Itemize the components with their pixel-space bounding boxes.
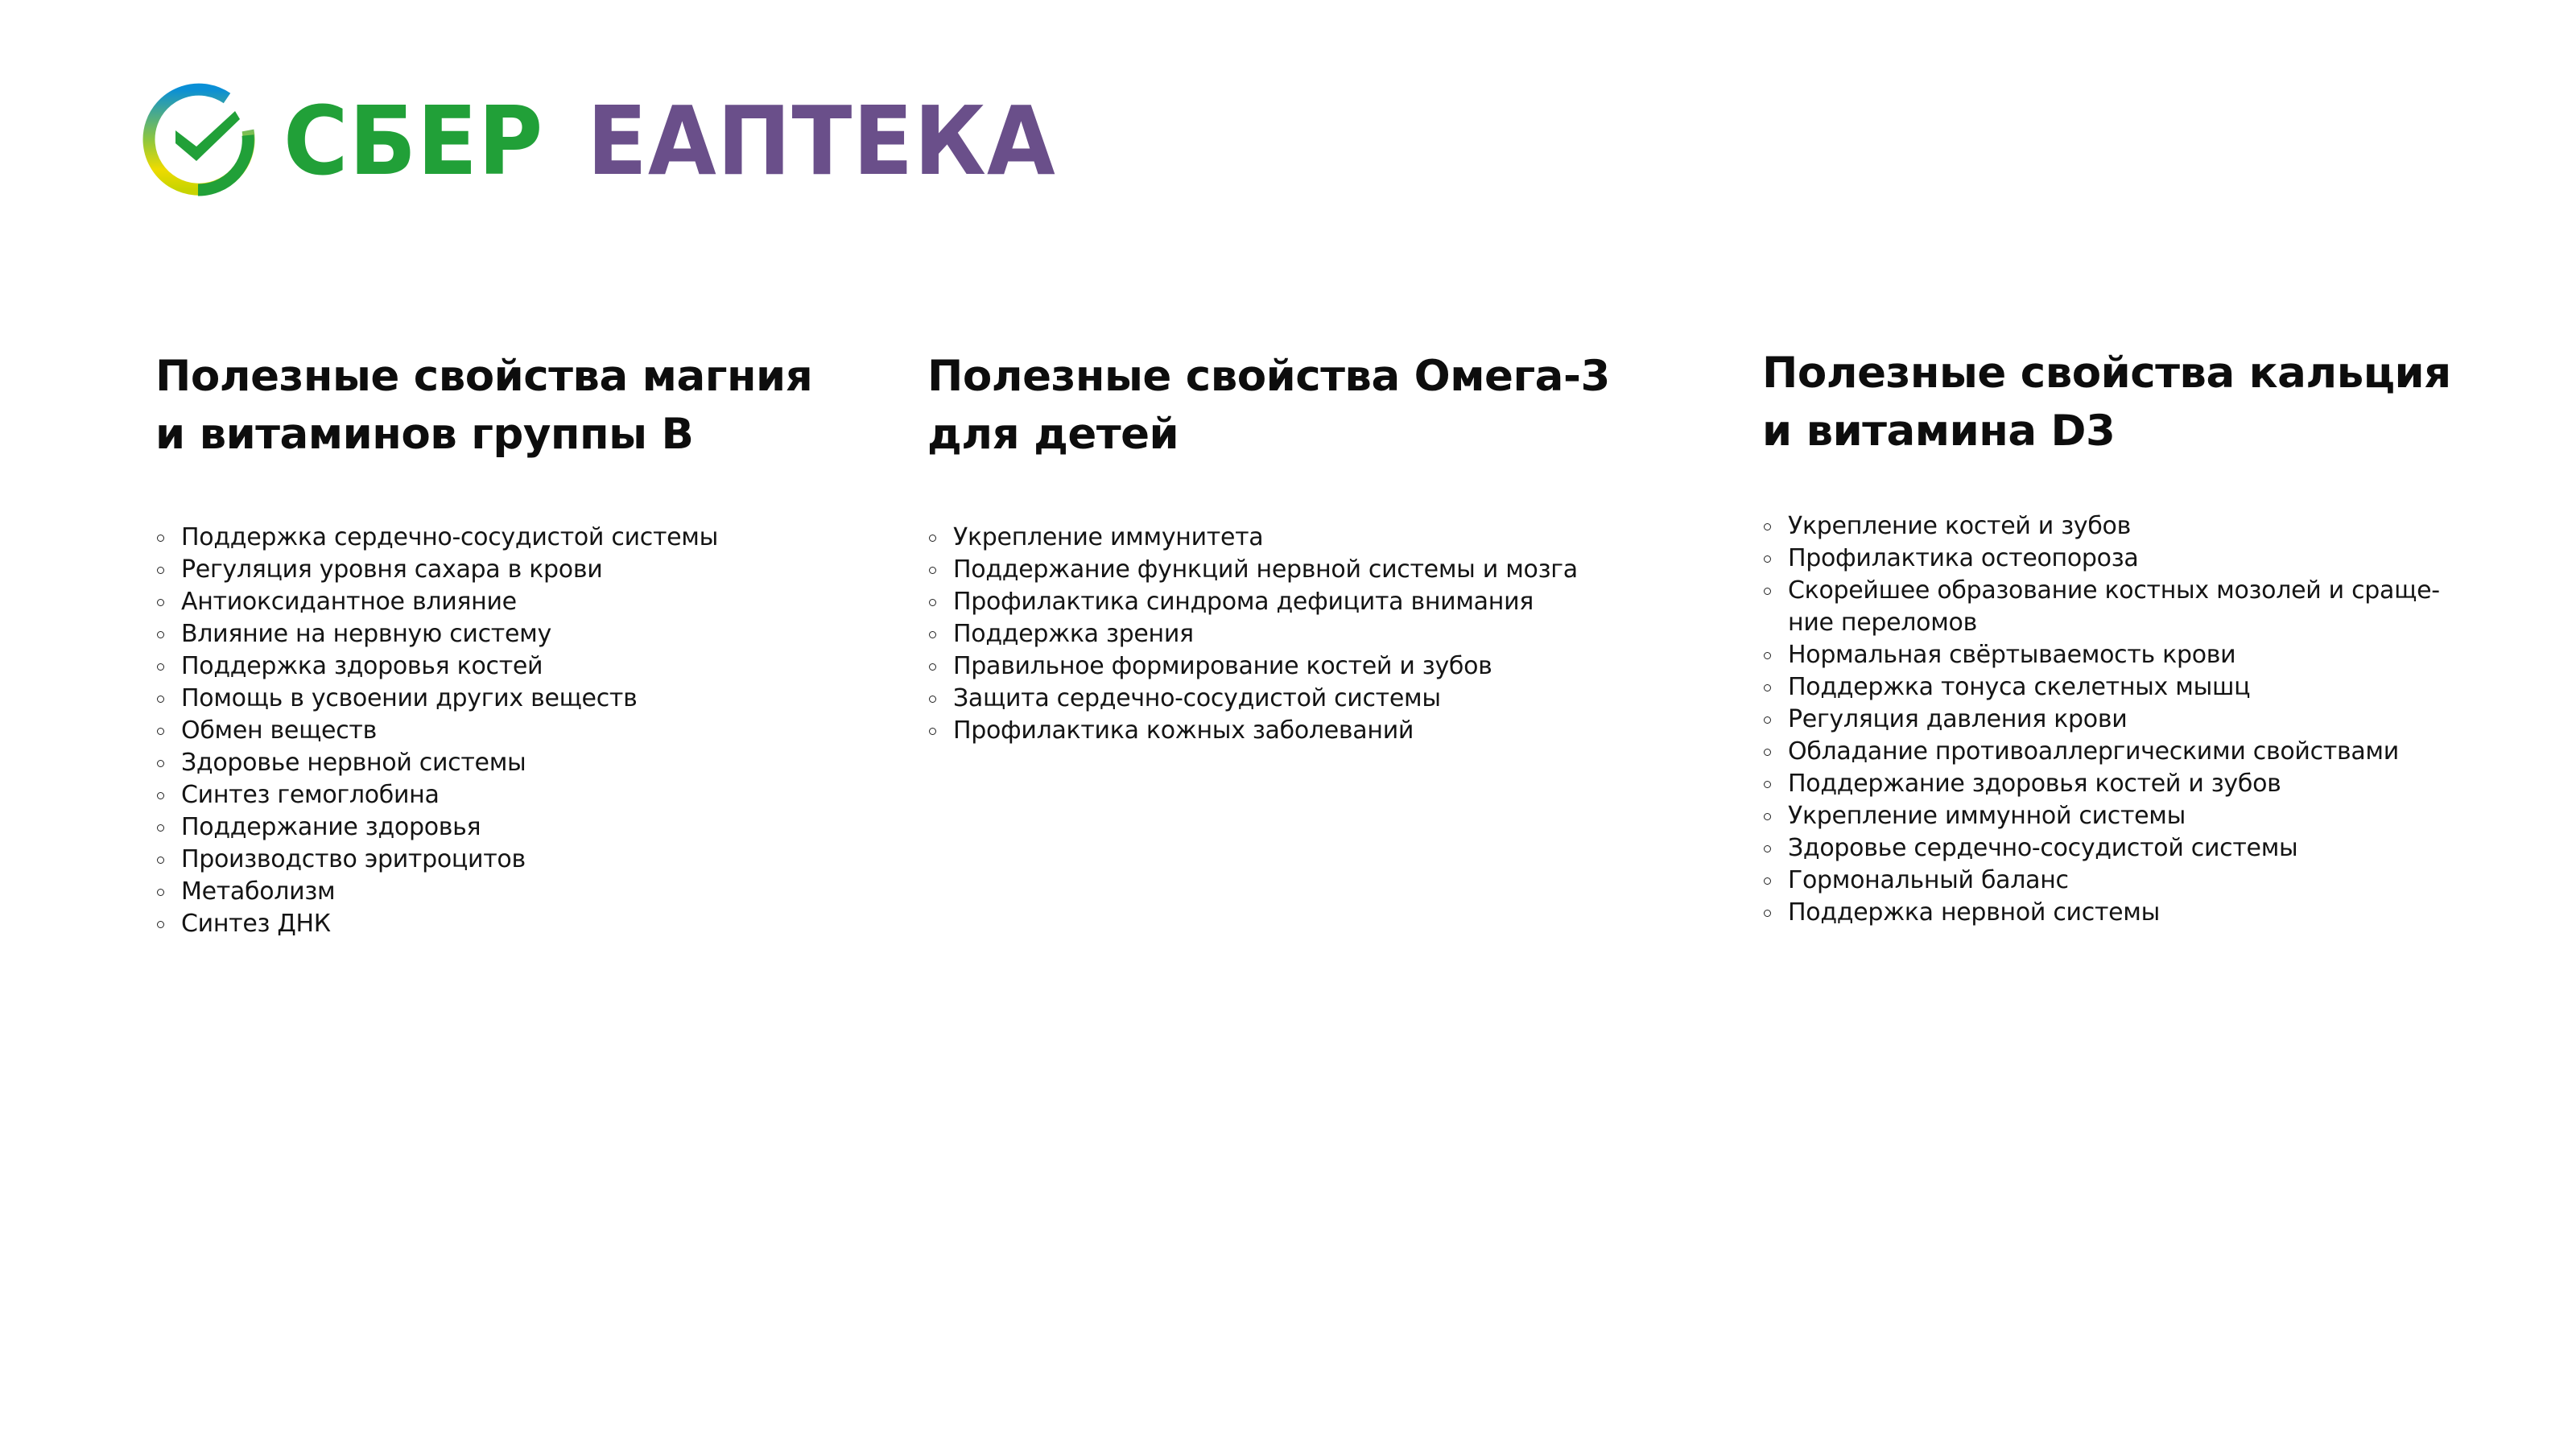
heading-line-2: и витаминов группы B xyxy=(155,410,694,459)
list-item-text: Гормональный баланс xyxy=(1788,866,2069,894)
list-item-text: Здоровье сердечно-сосудистой системы xyxy=(1788,834,2298,862)
bullet-circle-icon xyxy=(157,760,164,767)
list-item xyxy=(155,586,718,618)
list-item xyxy=(1762,897,2440,929)
list-item xyxy=(155,908,718,940)
bullet-circle-icon xyxy=(157,567,164,574)
list-item-text: Метаболизм xyxy=(181,877,336,906)
list-item xyxy=(1762,575,2440,639)
list-item xyxy=(155,779,718,811)
bullet-circle-icon xyxy=(1764,749,1771,756)
list-item-text: Поддержка сердечно-сосудистой системы xyxy=(181,523,719,551)
list-item-text: Укрепление иммунитета xyxy=(953,523,1264,551)
bullet-circle-icon xyxy=(1764,716,1771,724)
list-item-text: Укрепление костей и зубов xyxy=(1788,512,2131,540)
list-item xyxy=(1762,704,2440,736)
list-item xyxy=(927,522,1578,554)
bullet-circle-icon xyxy=(1764,684,1771,691)
heading-line-2: для детей xyxy=(927,410,1179,459)
bullet-circle-icon xyxy=(157,857,164,864)
bullet-circle-icon xyxy=(1764,877,1771,885)
heading-line-1: Полезные свойства Омега-3 xyxy=(927,352,1610,401)
bullet-circle-icon xyxy=(157,824,164,832)
list-item xyxy=(1762,832,2440,865)
list-item-text: Регуляция давления крови xyxy=(1788,705,2128,733)
list-item xyxy=(1762,543,2440,575)
list-item-text: Антиоксидантное влияние xyxy=(181,588,517,616)
list-item-text: Поддержка нервной системы xyxy=(1788,898,2160,927)
bullet-circle-icon xyxy=(157,663,164,671)
list-item xyxy=(1762,865,2440,897)
list-item-text: Обладание противоаллергическими свойствами xyxy=(1788,737,2399,766)
list-item-text-line-2: ние переломов xyxy=(1788,609,1977,637)
list-item xyxy=(1762,639,2440,671)
bullet-circle-icon xyxy=(929,631,936,638)
heading-line-2: и витамина D3 xyxy=(1762,407,2116,456)
list-item xyxy=(155,683,718,715)
list-item-text-line-1: Скорейшее образование костных мозолей и сраще- xyxy=(1788,576,2440,605)
list-item xyxy=(155,650,718,683)
list-item xyxy=(927,586,1578,618)
bullet-circle-icon xyxy=(157,728,164,735)
list-item xyxy=(155,811,718,844)
heading-line-1: Полезные свойства магния xyxy=(155,352,813,401)
column-heading xyxy=(155,348,880,464)
bullet-circle-icon xyxy=(1764,781,1771,788)
list-item-text: Поддержание функций нервной системы и мозга xyxy=(953,555,1578,584)
bullet-circle-icon xyxy=(1764,910,1771,917)
list-item-text: Синтез ДНК xyxy=(181,910,331,938)
bullet-circle-icon xyxy=(929,663,936,671)
list-item xyxy=(1762,800,2440,832)
bullet-circle-icon xyxy=(929,567,936,574)
list-item-text: Помощь в усвоении других веществ xyxy=(181,684,638,712)
list-item-text: Влияние на нервную систему xyxy=(181,620,551,648)
list-item xyxy=(155,715,718,747)
bullet-circle-icon xyxy=(157,792,164,799)
column-calcium-d3 xyxy=(1762,345,2535,927)
list-item xyxy=(155,522,718,554)
list-item xyxy=(1762,736,2440,768)
brand-name-sber: СБЕР xyxy=(283,85,544,196)
bullet-circle-icon xyxy=(929,696,936,703)
list-item-text: Защита сердечно-сосудистой системы xyxy=(953,684,1441,712)
list-item-text: Правильное формирование костей и зубов xyxy=(953,652,1492,680)
list-item xyxy=(155,554,718,586)
benefits-list xyxy=(1762,510,2440,929)
bullet-circle-icon xyxy=(157,599,164,606)
benefits-list xyxy=(155,522,718,940)
heading-line-1: Полезные свойства кальция xyxy=(1762,349,2451,398)
bullet-circle-icon xyxy=(157,696,164,703)
bullet-circle-icon xyxy=(929,535,936,542)
bullet-circle-icon xyxy=(157,889,164,896)
brand-logo xyxy=(140,80,1056,200)
list-item-text: Обмен веществ xyxy=(181,716,377,745)
list-item-text: Профилактика синдрома дефицита внимания xyxy=(953,588,1534,616)
brand-name-apteka: ЕАПТЕКА xyxy=(587,85,1056,196)
list-item-text: Производство эритроцитов xyxy=(181,845,526,873)
column-magnesium-b-vitamins xyxy=(155,348,880,938)
list-item-text: Регуляция уровня сахара в крови xyxy=(181,555,603,584)
bullet-circle-icon xyxy=(1764,588,1771,595)
list-item-text: Поддержка тонуса скелетных мышц xyxy=(1788,673,2251,701)
list-item-text: Укрепление иммунной системы xyxy=(1788,802,2186,830)
list-item-text: Поддержка зрения xyxy=(953,620,1194,648)
bullet-circle-icon xyxy=(157,921,164,928)
list-item xyxy=(1762,768,2440,800)
list-item xyxy=(155,747,718,779)
column-omega-3-children xyxy=(927,348,1652,745)
bullet-circle-icon xyxy=(1764,845,1771,852)
column-heading xyxy=(1762,345,2535,460)
list-item xyxy=(927,618,1578,650)
benefits-list xyxy=(927,522,1578,747)
list-item-text: Нормальная свёртываемость крови xyxy=(1788,641,2236,669)
list-item xyxy=(927,683,1578,715)
list-item xyxy=(927,715,1578,747)
list-item-text: Здоровье нервной системы xyxy=(181,749,526,777)
column-heading xyxy=(927,348,1652,464)
list-item xyxy=(1762,671,2440,704)
sber-checkmark-logo-icon xyxy=(140,82,256,198)
bullet-circle-icon xyxy=(1764,652,1771,659)
bullet-circle-icon xyxy=(1764,813,1771,820)
bullet-circle-icon xyxy=(157,535,164,542)
list-item-text: Поддержание здоровья xyxy=(181,813,481,841)
list-item xyxy=(927,554,1578,586)
list-item-text: Профилактика остеопороза xyxy=(1788,544,2139,572)
list-item xyxy=(927,650,1578,683)
bullet-circle-icon xyxy=(1764,523,1771,530)
list-item-text: Синтез гемоглобина xyxy=(181,781,440,809)
bullet-circle-icon xyxy=(1764,555,1771,563)
bullet-circle-icon xyxy=(929,599,936,606)
list-item xyxy=(155,618,718,650)
list-item-text: Поддержание здоровья костей и зубов xyxy=(1788,770,2281,798)
bullet-circle-icon xyxy=(157,631,164,638)
list-item-text: Поддержка здоровья костей xyxy=(181,652,543,680)
bullet-circle-icon xyxy=(929,728,936,735)
list-item xyxy=(1762,510,2440,543)
list-item xyxy=(155,876,718,908)
list-item-text: Профилактика кожных заболеваний xyxy=(953,716,1414,745)
list-item xyxy=(155,844,718,876)
